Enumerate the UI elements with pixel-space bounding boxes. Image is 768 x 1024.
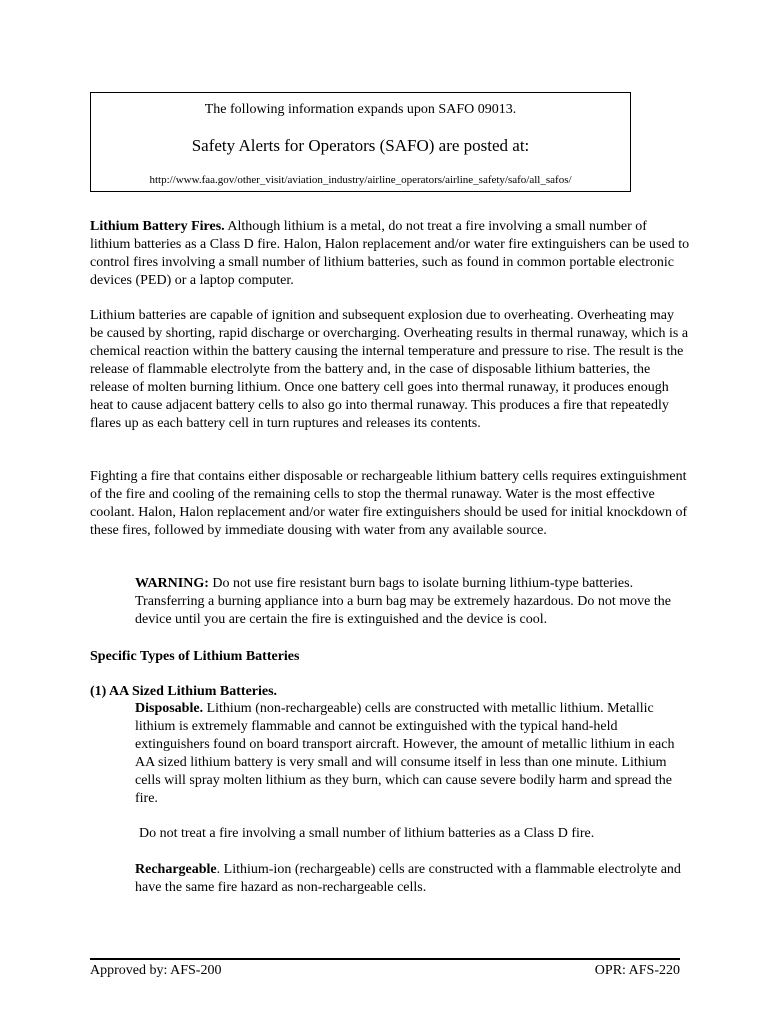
rechargeable-paragraph: [135, 861, 683, 897]
rechargeable-text: . Lithium-ion (rechargeable) cells are constructed with a flammable electrolyte and have the same fire hazard as non-rechargeable cells.: [135, 862, 681, 895]
warning-text: Do not use fire resistant burn bags to isolate burning lithium-type batteries. Transferring a burning appliance into a burn bag may be extremely hazardous. Do not move the device until you are certain the fire is extinguished and the device is cool.: [135, 576, 671, 627]
class-d-note: Do not treat a fire involving a small number of lithium batteries as a Class D fire.: [139, 826, 595, 841]
warning-paragraph: [135, 575, 683, 629]
overheating-paragraph: Lithium batteries are capable of ignition and subsequent explosion due to overheating. Overheating may be caused by shorting, rapid discharge or overcharging. Overheating results in thermal runaway, which is a chemical reaction within the battery causing the internal temperature and pressure to rise. The result is the release of flammable electrolyte from the battery and, in the case of disposable lithium batteries, the release of molten burning lithium. Once one battery cell goes into thermal runaway, it produces enough heat to cause adjacent battery cells to also go into thermal runaway. This produces a fire that repeatedly flares up as each battery cell in turn ruptures and releases its contents.: [90, 308, 689, 431]
warning-label: WARNING:: [135, 576, 209, 591]
footer-divider: [90, 958, 680, 960]
lithium-battery-fires-heading: Lithium Battery Fires.: [90, 219, 225, 234]
footer-opr: OPR: AFS-220: [594, 963, 680, 978]
disposable-label: Disposable.: [135, 701, 204, 716]
safo-info-box: [90, 92, 631, 192]
lithium-battery-fires-text: Although lithium is a metal, do not treat a fire involving a small number of lithium batteries as a Class D fire. Halon, Halon replacement and/or water fire extinguishers can be used to control fires involving a small number of lithium batteries, such as found in common portable electronic devices (PED) or a laptop computer.: [90, 219, 690, 288]
disposable-paragraph: [135, 700, 683, 808]
disposable-text: Lithium (non-rechargeable) cells are constructed with metallic lithium. Metallic lithium is extremely flammable and cannot be extinguished with the typical hand-held extinguishers found on board transport aircraft. However, the amount of metallic lithium in each AA sized lithium battery is very small and will consume itself in less than one minute. Lithium cells will spray molten lithium as they burn, which can cause severe bodily harm and spread the fire.: [135, 701, 675, 806]
safo-posted-line: Safety Alerts for Operators (SAFO) are posted at:: [191, 136, 530, 155]
expands-upon-line: The following information expands upon SAFO 09013.: [204, 102, 517, 117]
footer-approved-by: Approved by: AFS-200: [90, 963, 222, 978]
rechargeable-label: Rechargeable: [135, 862, 217, 877]
safo-url: http://www.faa.gov/other_visit/aviation_industry/airline_operators/airline_safety/safo/all_safos/: [149, 174, 572, 186]
aa-batteries-heading: (1) AA Sized Lithium Batteries.: [90, 684, 278, 699]
lithium-battery-fires-paragraph: [90, 218, 690, 290]
fighting-fire-paragraph: Fighting a fire that contains either disposable or rechargeable lithium battery cells requires extinguishment of the fire and cooling of the remaining cells to stop the thermal runaway. Water is the most effective coolant. Halon, Halon replacement and/or water fire extinguishers should be used for initial knockdown of these fires, followed by immediate dousing with water from any available source.: [90, 469, 688, 538]
specific-types-heading: Specific Types of Lithium Batteries: [90, 649, 300, 664]
